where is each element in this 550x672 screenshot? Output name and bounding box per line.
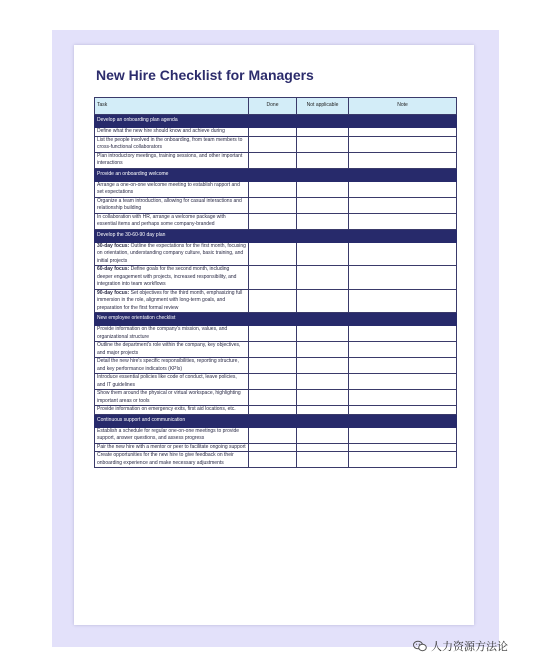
done-cell[interactable] xyxy=(249,390,297,406)
not-applicable-cell[interactable] xyxy=(297,289,349,313)
section-heading: Provide an onboarding welcome xyxy=(95,168,457,181)
task-cell xyxy=(95,342,249,358)
section-heading: Develop an onboarding plan agenda xyxy=(95,115,457,128)
task-row xyxy=(95,390,457,406)
task-row xyxy=(95,452,457,468)
done-cell[interactable] xyxy=(249,443,297,452)
task-text: Pair the new hire with a mentor or peer to facilitate ongoing support xyxy=(97,443,246,450)
not-applicable-cell[interactable] xyxy=(297,326,349,342)
task-cell xyxy=(95,242,249,266)
note-cell[interactable] xyxy=(349,342,457,358)
done-cell[interactable] xyxy=(249,289,297,313)
wechat-icon xyxy=(413,640,427,652)
not-applicable-cell[interactable] xyxy=(297,358,349,374)
task-cell xyxy=(95,427,249,443)
not-applicable-cell[interactable] xyxy=(297,406,349,415)
task-text: Show them around the physical or virtual workspace, highlighting important areas or tools xyxy=(97,390,241,404)
note-cell[interactable] xyxy=(349,427,457,443)
note-cell[interactable] xyxy=(349,181,457,197)
not-applicable-cell[interactable] xyxy=(297,242,349,266)
note-cell[interactable] xyxy=(349,136,457,152)
task-row xyxy=(95,136,457,152)
done-cell[interactable] xyxy=(249,427,297,443)
task-cell xyxy=(95,289,249,313)
done-cell[interactable] xyxy=(249,452,297,468)
not-applicable-cell[interactable] xyxy=(297,197,349,213)
task-cell xyxy=(95,213,249,229)
task-row xyxy=(95,152,457,168)
done-cell[interactable] xyxy=(249,374,297,390)
note-cell[interactable] xyxy=(349,443,457,452)
note-cell[interactable] xyxy=(349,406,457,415)
task-text: Define what the new hire should know and achieve during xyxy=(97,128,225,134)
checklist-table xyxy=(94,97,457,468)
task-cell xyxy=(95,443,249,452)
task-row xyxy=(95,197,457,213)
done-cell[interactable] xyxy=(249,326,297,342)
section-heading: Develop the 30-60-90 day plan xyxy=(95,229,457,242)
task-row xyxy=(95,266,457,290)
task-text: Outline the department's role within the company, key objectives, and major projects xyxy=(97,342,241,356)
task-row xyxy=(95,374,457,390)
task-text: Detail the new hire's specific responsibilities, reporting structure, and key performance indicators (KPIs) xyxy=(97,358,239,372)
not-applicable-cell[interactable] xyxy=(297,342,349,358)
column-header-done: Done xyxy=(249,98,297,115)
note-cell[interactable] xyxy=(349,374,457,390)
task-cell xyxy=(95,266,249,290)
done-cell[interactable] xyxy=(249,213,297,229)
task-focus-label: 60-day focus: xyxy=(97,266,130,272)
not-applicable-cell[interactable] xyxy=(297,152,349,168)
task-cell xyxy=(95,181,249,197)
task-cell xyxy=(95,197,249,213)
task-text: Plan introductory meetings, training sessions, and other important interactions xyxy=(97,152,243,166)
task-cell xyxy=(95,326,249,342)
done-cell[interactable] xyxy=(249,197,297,213)
task-row xyxy=(95,213,457,229)
note-cell[interactable] xyxy=(349,213,457,229)
task-row xyxy=(95,181,457,197)
note-cell[interactable] xyxy=(349,326,457,342)
not-applicable-cell[interactable] xyxy=(297,427,349,443)
task-text: In collaboration with HR, arrange a welcome package with essential items and perhaps some company-branded xyxy=(97,213,226,227)
task-text: Set objectives for the third month, emphasizing full immersion in the role, alignment with long-term goals, and preparation for the first formal review xyxy=(97,289,243,311)
task-cell xyxy=(95,452,249,468)
note-cell[interactable] xyxy=(349,390,457,406)
task-cell xyxy=(95,390,249,406)
task-focus-label: 90-day focus: xyxy=(97,289,130,296)
done-cell[interactable] xyxy=(249,136,297,152)
task-row xyxy=(95,443,457,452)
not-applicable-cell[interactable] xyxy=(297,266,349,290)
task-row xyxy=(95,242,457,266)
not-applicable-cell[interactable] xyxy=(297,213,349,229)
task-text: Organize a team introduction, allowing for casual interactions and relationship building xyxy=(97,197,242,211)
checklist-body xyxy=(95,115,457,468)
column-header-task: Task xyxy=(95,98,249,115)
task-focus-label: 30-day focus: xyxy=(97,242,130,249)
task-text: Arrange a one-on-one welcome meeting to establish rapport and set expectations xyxy=(97,181,240,195)
task-cell xyxy=(95,374,249,390)
note-cell[interactable] xyxy=(349,152,457,168)
not-applicable-cell[interactable] xyxy=(297,128,349,137)
document-title: New Hire Checklist for Managers xyxy=(96,67,314,83)
header-row xyxy=(95,98,457,115)
section-row xyxy=(95,229,457,242)
section-heading: Continuous support and communication xyxy=(95,414,457,427)
column-header-note: Note xyxy=(349,98,457,115)
task-cell xyxy=(95,136,249,152)
note-cell[interactable] xyxy=(349,197,457,213)
task-text: Provide information on emergency exits, first aid locations, etc. xyxy=(97,406,236,412)
task-text: List the people involved in the onboarding, from team members to cross-functional collaborators xyxy=(97,136,243,150)
task-text: Provide information on the company's mission, values, and organizational structure xyxy=(97,326,228,340)
task-row xyxy=(95,326,457,342)
task-row xyxy=(95,342,457,358)
task-text: Introduce essential policies like code of conduct, leave policies, and IT guidelines xyxy=(97,374,237,388)
task-cell xyxy=(95,128,249,137)
document-page xyxy=(74,45,474,625)
note-cell[interactable] xyxy=(349,358,457,374)
note-cell[interactable] xyxy=(349,452,457,468)
not-applicable-cell[interactable] xyxy=(297,390,349,406)
not-applicable-cell[interactable] xyxy=(297,374,349,390)
section-row xyxy=(95,414,457,427)
done-cell[interactable] xyxy=(249,181,297,197)
task-text: Establish a schedule for regular one-on-one meetings to provide support, answer questions, and assess progress xyxy=(97,427,240,441)
note-cell[interactable] xyxy=(349,128,457,137)
done-cell[interactable] xyxy=(249,358,297,374)
section-row xyxy=(95,115,457,128)
task-cell xyxy=(95,152,249,168)
note-cell[interactable] xyxy=(349,242,457,266)
section-row xyxy=(95,313,457,326)
done-cell[interactable] xyxy=(249,342,297,358)
not-applicable-cell[interactable] xyxy=(297,452,349,468)
note-cell[interactable] xyxy=(349,289,457,313)
done-cell[interactable] xyxy=(249,406,297,415)
task-text: Outline the expectations for the first month, focusing on orientation, understanding company culture, basic training, and initial projects xyxy=(97,242,246,264)
section-heading: New employee orientation checklist xyxy=(95,313,457,326)
note-cell[interactable] xyxy=(349,266,457,290)
task-row xyxy=(95,427,457,443)
task-row xyxy=(95,358,457,374)
task-cell xyxy=(95,406,249,415)
done-cell[interactable] xyxy=(249,242,297,266)
section-row xyxy=(95,168,457,181)
not-applicable-cell[interactable] xyxy=(297,136,349,152)
task-cell xyxy=(95,358,249,374)
done-cell[interactable] xyxy=(249,266,297,290)
task-row xyxy=(95,289,457,313)
not-applicable-cell[interactable] xyxy=(297,443,349,452)
task-text: Define goals for the second month, including deeper engagement with projects, increased responsibility, and integration into team workflows xyxy=(97,266,237,287)
done-cell[interactable] xyxy=(249,152,297,168)
done-cell[interactable] xyxy=(249,128,297,137)
task-text: Create opportunities for the new hire to give feedback on their onboarding experience and make necessary adjustments xyxy=(97,452,234,466)
not-applicable-cell[interactable] xyxy=(297,181,349,197)
watermark-text: 人力资源方法论 xyxy=(431,640,508,653)
task-row xyxy=(95,128,457,137)
column-header-not-applicable: Not applicable xyxy=(297,98,349,115)
watermark xyxy=(413,638,508,654)
task-row xyxy=(95,406,457,415)
